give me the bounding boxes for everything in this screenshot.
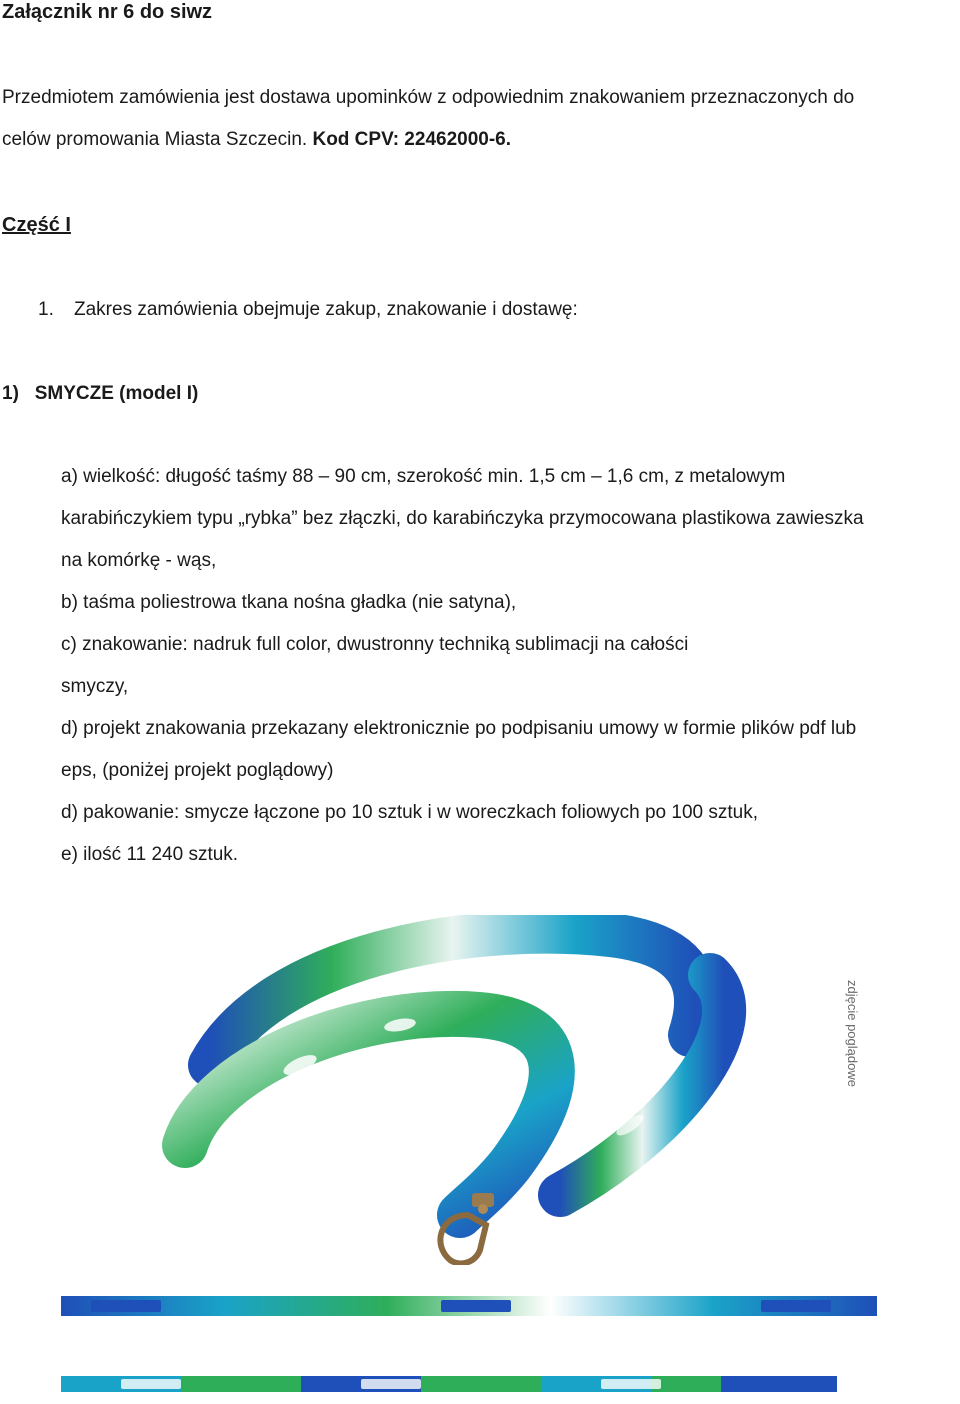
- spec-line: a) wielkość: długość taśmy 88 – 90 cm, szerokość min. 1,5 cm – 1,6 cm, z metalowym: [61, 466, 786, 487]
- intro-line-2-text: celów promowania Miasta Szczecin.: [2, 129, 313, 150]
- item-title: 1) SMYCZE (model I): [2, 383, 199, 404]
- intro-line-1: Przedmiotem zamówienia jest dostawa upominków z odpowiednim znakowaniem przeznaczonych do: [2, 87, 855, 108]
- spec-line: karabińczykiem typu „rybka” bez złączki, do karabińczyka przymocowana plastikowa zawieszka: [61, 508, 864, 529]
- scope-number: 1.: [38, 299, 54, 320]
- scope-item: [38, 298, 578, 322]
- intro-line-2: [2, 128, 511, 152]
- lanyard-print-strip-icon: [61, 1296, 877, 1316]
- document-heading: Załącznik nr 6 do siwz: [2, 1, 213, 23]
- lanyard-print-strip-icon: [61, 1376, 837, 1392]
- spec-line: smyczy,: [61, 676, 129, 697]
- lanyard-photo: [150, 915, 890, 1265]
- spec-line: d) pakowanie: smycze łączone po 10 sztuk i w woreczkach foliowych po 100 sztuk,: [61, 802, 758, 823]
- photo-caption: [846, 980, 874, 1100]
- spec-line: eps, (poniżej projekt poglądowy): [61, 760, 334, 781]
- spec-line: b) taśma poliestrowa tkana nośna gładka (nie satyna),: [61, 592, 517, 613]
- cpv-code: Kod CPV: 22462000-6.: [312, 129, 512, 150]
- spec-line: e) ilość 11 240 sztuk.: [61, 844, 239, 865]
- spec-line: c) znakowanie: nadruk full color, dwustronny techniką sublimacji na całości: [61, 634, 689, 655]
- scope-text: Zakres zamówienia obejmuje zakup, znakowanie i dostawę:: [74, 299, 578, 320]
- part-title: Część I: [2, 214, 71, 236]
- spec-line: na komórkę - wąs,: [61, 550, 217, 571]
- spec-line: d) projekt znakowania przekazany elektronicznie po podpisaniu umowy w formie plików pdf lub: [61, 718, 857, 739]
- photo-caption-text: zdjęcie poglądowe: [845, 980, 860, 1087]
